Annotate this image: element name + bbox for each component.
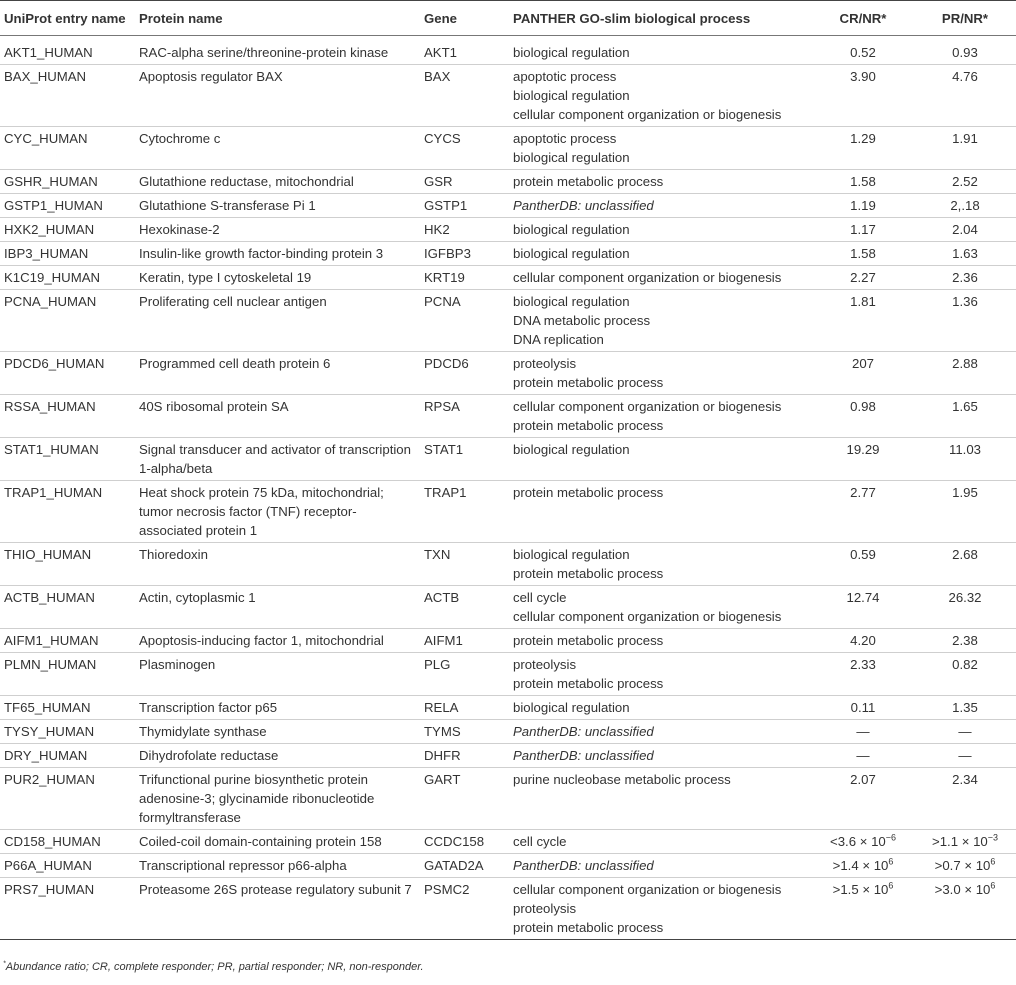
cell-process bbox=[509, 744, 812, 768]
table-row bbox=[0, 543, 1016, 586]
process-item: protein metabolic process bbox=[513, 633, 664, 648]
cell-entry: THIO_HUMAN bbox=[0, 543, 135, 586]
process-item: protein metabolic process bbox=[513, 375, 664, 390]
process-item: cell cycle bbox=[513, 834, 567, 849]
cell-entry: PRS7_HUMAN bbox=[0, 878, 135, 940]
cell-protein: 40S ribosomal protein SA bbox=[135, 395, 420, 438]
cell-protein: Transcriptional repressor p66-alpha bbox=[135, 854, 420, 878]
cell-pr-nr bbox=[914, 854, 1016, 878]
cell-gene: TRAP1 bbox=[420, 481, 509, 543]
cell-entry: PDCD6_HUMAN bbox=[0, 352, 135, 395]
cell-protein: Coiled-coil domain-containing protein 158 bbox=[135, 830, 420, 854]
cell-entry: GSTP1_HUMAN bbox=[0, 194, 135, 218]
table-row bbox=[0, 629, 1016, 653]
cell-pr-nr: 1.36 bbox=[914, 290, 1016, 352]
cell-pr-nr: 1.91 bbox=[914, 127, 1016, 170]
cell-gene: CYCS bbox=[420, 127, 509, 170]
cell-gene: GSR bbox=[420, 170, 509, 194]
process-item: protein metabolic process bbox=[513, 174, 664, 189]
process-item: PantherDB: unclassified bbox=[513, 748, 654, 763]
cell-cr-nr: 1.58 bbox=[812, 242, 914, 266]
cell-cr-nr: 1.58 bbox=[812, 170, 914, 194]
process-item: cell cycle bbox=[513, 590, 567, 605]
cell-protein: Proliferating cell nuclear antigen bbox=[135, 290, 420, 352]
ratio-base: <3.6 × 10 bbox=[830, 834, 886, 849]
process-item: biological regulation bbox=[513, 150, 630, 165]
cell-gene: PSMC2 bbox=[420, 878, 509, 940]
process-item: PantherDB: unclassified bbox=[513, 198, 654, 213]
process-item: biological regulation bbox=[513, 700, 630, 715]
cell-protein: Heat shock protein 75 kDa, mitochondrial; tumor necrosis factor (TNF) receptor-associated protein 1 bbox=[135, 481, 420, 543]
cell-protein: Thymidylate synthase bbox=[135, 720, 420, 744]
cell-protein: Apoptosis regulator BAX bbox=[135, 65, 420, 127]
cell-cr-nr: 19.29 bbox=[812, 438, 914, 481]
table-row bbox=[0, 266, 1016, 290]
cell-protein: Apoptosis-inducing factor 1, mitochondrial bbox=[135, 629, 420, 653]
cell-pr-nr: 11.03 bbox=[914, 438, 1016, 481]
process-item: PantherDB: unclassified bbox=[513, 858, 654, 873]
cell-cr-nr: 3.90 bbox=[812, 65, 914, 127]
cell-gene: RELA bbox=[420, 696, 509, 720]
cell-pr-nr: 2.68 bbox=[914, 543, 1016, 586]
cell-protein: Programmed cell death protein 6 bbox=[135, 352, 420, 395]
process-item: purine nucleobase metabolic process bbox=[513, 772, 731, 787]
ratio-base: >1.5 × 10 bbox=[832, 882, 889, 897]
cell-protein: Insulin-like growth factor-binding protein 3 bbox=[135, 242, 420, 266]
process-item: biological regulation bbox=[513, 294, 630, 309]
cell-pr-nr bbox=[914, 878, 1016, 940]
cell-pr-nr: 4.76 bbox=[914, 65, 1016, 127]
table-row bbox=[0, 744, 1016, 768]
cell-entry: AIFM1_HUMAN bbox=[0, 629, 135, 653]
cell-gene: BAX bbox=[420, 65, 509, 127]
cell-process bbox=[509, 438, 812, 481]
process-item: protein metabolic process bbox=[513, 485, 664, 500]
cell-cr-nr bbox=[812, 854, 914, 878]
cell-process bbox=[509, 395, 812, 438]
cell-protein: Proteasome 26S protease regulatory subunit 7 bbox=[135, 878, 420, 940]
ratio-base: >3.0 × 10 bbox=[934, 882, 991, 897]
table-row bbox=[0, 194, 1016, 218]
cell-gene: ACTB bbox=[420, 586, 509, 629]
cell-protein: Signal transducer and activator of transcription 1-alpha/beta bbox=[135, 438, 420, 481]
cell-gene: PDCD6 bbox=[420, 352, 509, 395]
cell-protein: Keratin, type I cytoskeletal 19 bbox=[135, 266, 420, 290]
cell-entry: HXK2_HUMAN bbox=[0, 218, 135, 242]
cell-entry: AKT1_HUMAN bbox=[0, 36, 135, 65]
cell-gene: HK2 bbox=[420, 218, 509, 242]
cell-entry: PLMN_HUMAN bbox=[0, 653, 135, 696]
cell-entry: P66A_HUMAN bbox=[0, 854, 135, 878]
process-item: proteolysis bbox=[513, 657, 577, 672]
cell-protein: Plasminogen bbox=[135, 653, 420, 696]
cell-entry: TF65_HUMAN bbox=[0, 696, 135, 720]
cell-protein: Dihydrofolate reductase bbox=[135, 744, 420, 768]
cell-process bbox=[509, 170, 812, 194]
cell-process bbox=[509, 653, 812, 696]
table-row bbox=[0, 696, 1016, 720]
cell-gene: PCNA bbox=[420, 290, 509, 352]
cell-gene: AIFM1 bbox=[420, 629, 509, 653]
header-protein: Protein name bbox=[135, 1, 420, 36]
cell-pr-nr: — bbox=[914, 720, 1016, 744]
cell-cr-nr: 12.74 bbox=[812, 586, 914, 629]
process-item: biological regulation bbox=[513, 246, 630, 261]
process-item: PantherDB: unclassified bbox=[513, 724, 654, 739]
cell-pr-nr: — bbox=[914, 744, 1016, 768]
cell-cr-nr: — bbox=[812, 720, 914, 744]
cell-entry: ACTB_HUMAN bbox=[0, 586, 135, 629]
table-row bbox=[0, 438, 1016, 481]
cell-cr-nr: 2.27 bbox=[812, 266, 914, 290]
cell-cr-nr: 207 bbox=[812, 352, 914, 395]
cell-cr-nr: 1.29 bbox=[812, 127, 914, 170]
cell-process bbox=[509, 290, 812, 352]
cell-pr-nr: 2.52 bbox=[914, 170, 1016, 194]
cell-cr-nr: 0.11 bbox=[812, 696, 914, 720]
cell-process bbox=[509, 36, 812, 65]
header-cr-nr: CR/NR* bbox=[812, 1, 914, 36]
table-row bbox=[0, 720, 1016, 744]
cell-process bbox=[509, 830, 812, 854]
cell-gene: STAT1 bbox=[420, 438, 509, 481]
cell-pr-nr: 1.63 bbox=[914, 242, 1016, 266]
table-row bbox=[0, 653, 1016, 696]
ratio-exponent: 6 bbox=[888, 880, 894, 891]
cell-pr-nr: 2.04 bbox=[914, 218, 1016, 242]
table-row bbox=[0, 352, 1016, 395]
cell-cr-nr: 0.98 bbox=[812, 395, 914, 438]
cell-process bbox=[509, 218, 812, 242]
header-entry: UniProt entry name bbox=[0, 1, 135, 36]
process-item: DNA metabolic process bbox=[513, 313, 651, 328]
footnote-mark: * bbox=[3, 960, 6, 968]
process-item: biological regulation bbox=[513, 88, 630, 103]
table-row bbox=[0, 36, 1016, 65]
cell-process bbox=[509, 854, 812, 878]
cell-cr-nr: 1.17 bbox=[812, 218, 914, 242]
cell-entry: STAT1_HUMAN bbox=[0, 438, 135, 481]
table-row bbox=[0, 768, 1016, 830]
process-item: protein metabolic process bbox=[513, 676, 664, 691]
ratio-exponent: 6 bbox=[990, 880, 996, 891]
cell-process bbox=[509, 586, 812, 629]
process-item: biological regulation bbox=[513, 442, 630, 457]
process-item: DNA replication bbox=[513, 332, 604, 347]
process-item: biological regulation bbox=[513, 547, 630, 562]
process-item: cellular component organization or biogenesis bbox=[513, 609, 782, 624]
cell-entry: RSSA_HUMAN bbox=[0, 395, 135, 438]
ratio-exponent: 6 bbox=[990, 856, 996, 867]
process-item: protein metabolic process bbox=[513, 418, 664, 433]
table-row bbox=[0, 481, 1016, 543]
cell-protein: Thioredoxin bbox=[135, 543, 420, 586]
cell-cr-nr: 4.20 bbox=[812, 629, 914, 653]
process-item: protein metabolic process bbox=[513, 566, 664, 581]
ratio-base: >1.4 × 10 bbox=[832, 858, 889, 873]
header-process: PANTHER GO-slim biological process bbox=[509, 1, 812, 36]
cell-protein: Cytochrome c bbox=[135, 127, 420, 170]
cell-gene: GSTP1 bbox=[420, 194, 509, 218]
process-item: protein metabolic process bbox=[513, 920, 664, 935]
cell-pr-nr bbox=[914, 830, 1016, 854]
table-body bbox=[0, 36, 1016, 940]
cell-process bbox=[509, 878, 812, 940]
cell-protein: Trifunctional purine biosynthetic protein adenosine-3; glycinamide ribonucleotide formyltransferase bbox=[135, 768, 420, 830]
table-row bbox=[0, 830, 1016, 854]
cell-cr-nr: 2.07 bbox=[812, 768, 914, 830]
cell-entry: PUR2_HUMAN bbox=[0, 768, 135, 830]
cell-entry: CYC_HUMAN bbox=[0, 127, 135, 170]
cell-entry: DRY_HUMAN bbox=[0, 744, 135, 768]
cell-entry: CD158_HUMAN bbox=[0, 830, 135, 854]
cell-pr-nr: 1.95 bbox=[914, 481, 1016, 543]
cell-cr-nr bbox=[812, 878, 914, 940]
cell-gene: KRT19 bbox=[420, 266, 509, 290]
process-item: biological regulation bbox=[513, 222, 630, 237]
cell-pr-nr: 0.82 bbox=[914, 653, 1016, 696]
ratio-base: >0.7 × 10 bbox=[934, 858, 991, 873]
table-footnote bbox=[3, 961, 424, 973]
cell-pr-nr: 2.36 bbox=[914, 266, 1016, 290]
header-gene: Gene bbox=[420, 1, 509, 36]
cell-gene: GATAD2A bbox=[420, 854, 509, 878]
table-row bbox=[0, 65, 1016, 127]
cell-process bbox=[509, 65, 812, 127]
cell-pr-nr: 2,.18 bbox=[914, 194, 1016, 218]
cell-protein: Glutathione reductase, mitochondrial bbox=[135, 170, 420, 194]
cell-protein: Glutathione S-transferase Pi 1 bbox=[135, 194, 420, 218]
table-row bbox=[0, 242, 1016, 266]
cell-entry: K1C19_HUMAN bbox=[0, 266, 135, 290]
process-item: proteolysis bbox=[513, 901, 577, 916]
cell-protein: Hexokinase-2 bbox=[135, 218, 420, 242]
footnote-text: Abundance ratio; CR, complete responder; PR, partial responder; NR, non-responder. bbox=[5, 961, 424, 973]
cell-gene: IGFBP3 bbox=[420, 242, 509, 266]
cell-entry: BAX_HUMAN bbox=[0, 65, 135, 127]
cell-process bbox=[509, 127, 812, 170]
process-item: cellular component organization or biogenesis bbox=[513, 107, 782, 122]
cell-gene: GART bbox=[420, 768, 509, 830]
cell-pr-nr: 2.88 bbox=[914, 352, 1016, 395]
process-item: proteolysis bbox=[513, 356, 577, 371]
cell-entry: PCNA_HUMAN bbox=[0, 290, 135, 352]
ratio-base: >1.1 × 10 bbox=[932, 834, 988, 849]
process-item: cellular component organization or biogenesis bbox=[513, 399, 782, 414]
table-row bbox=[0, 854, 1016, 878]
cell-process bbox=[509, 481, 812, 543]
table-row bbox=[0, 290, 1016, 352]
process-item: biological regulation bbox=[513, 45, 630, 60]
cell-protein: RAC-alpha serine/threonine-protein kinase bbox=[135, 36, 420, 65]
header-pr-nr: PR/NR* bbox=[914, 1, 1016, 36]
cell-cr-nr: 0.59 bbox=[812, 543, 914, 586]
cell-process bbox=[509, 768, 812, 830]
ratio-exponent: 6 bbox=[888, 856, 894, 867]
cell-entry: TRAP1_HUMAN bbox=[0, 481, 135, 543]
cell-cr-nr: 0.52 bbox=[812, 36, 914, 65]
table-row bbox=[0, 127, 1016, 170]
process-item: apoptotic process bbox=[513, 69, 617, 84]
cell-pr-nr: 2.34 bbox=[914, 768, 1016, 830]
cell-entry: IBP3_HUMAN bbox=[0, 242, 135, 266]
cell-gene: RPSA bbox=[420, 395, 509, 438]
table-row bbox=[0, 395, 1016, 438]
cell-cr-nr: 2.77 bbox=[812, 481, 914, 543]
process-item: cellular component organization or biogenesis bbox=[513, 882, 782, 897]
cell-cr-nr: — bbox=[812, 744, 914, 768]
cell-process bbox=[509, 543, 812, 586]
cell-cr-nr: 1.81 bbox=[812, 290, 914, 352]
cell-process bbox=[509, 696, 812, 720]
cell-process bbox=[509, 352, 812, 395]
cell-entry: GSHR_HUMAN bbox=[0, 170, 135, 194]
cell-cr-nr: 1.19 bbox=[812, 194, 914, 218]
ratio-exponent: −6 bbox=[885, 832, 896, 843]
table-row bbox=[0, 218, 1016, 242]
cell-protein: Actin, cytoplasmic 1 bbox=[135, 586, 420, 629]
cell-process bbox=[509, 242, 812, 266]
table-row bbox=[0, 170, 1016, 194]
table-row bbox=[0, 878, 1016, 940]
cell-cr-nr: 2.33 bbox=[812, 653, 914, 696]
process-item: apoptotic process bbox=[513, 131, 617, 146]
cell-pr-nr: 1.65 bbox=[914, 395, 1016, 438]
cell-pr-nr: 26.32 bbox=[914, 586, 1016, 629]
cell-gene: AKT1 bbox=[420, 36, 509, 65]
cell-pr-nr: 0.93 bbox=[914, 36, 1016, 65]
cell-gene: TXN bbox=[420, 543, 509, 586]
table-row bbox=[0, 586, 1016, 629]
cell-pr-nr: 2.38 bbox=[914, 629, 1016, 653]
table-header bbox=[0, 1, 1016, 36]
cell-pr-nr: 1.35 bbox=[914, 696, 1016, 720]
cell-cr-nr bbox=[812, 830, 914, 854]
cell-gene: CCDC158 bbox=[420, 830, 509, 854]
cell-entry: TYSY_HUMAN bbox=[0, 720, 135, 744]
cell-process bbox=[509, 629, 812, 653]
cell-gene: TYMS bbox=[420, 720, 509, 744]
ratio-exponent: −3 bbox=[987, 832, 998, 843]
cell-process bbox=[509, 720, 812, 744]
cell-protein: Transcription factor p65 bbox=[135, 696, 420, 720]
cell-process bbox=[509, 194, 812, 218]
cell-process bbox=[509, 266, 812, 290]
cell-gene: DHFR bbox=[420, 744, 509, 768]
cell-gene: PLG bbox=[420, 653, 509, 696]
process-item: cellular component organization or biogenesis bbox=[513, 270, 782, 285]
